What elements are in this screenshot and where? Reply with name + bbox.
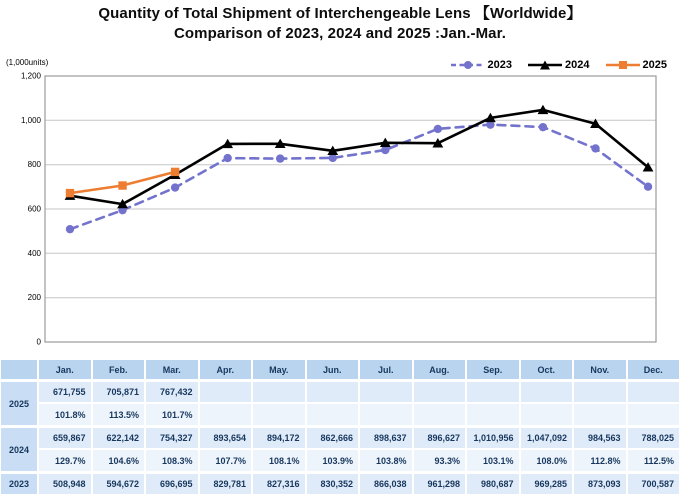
table-value-cell: 622,142: [92, 426, 146, 449]
table-value-cell: 827,316: [252, 472, 306, 495]
svg-text:400: 400: [27, 248, 41, 258]
table-value-cell: 830,352: [306, 472, 360, 495]
table-header-cell: Jan.: [38, 359, 92, 380]
table-value-cell: [252, 380, 306, 403]
table-percent-cell: 104.6%: [92, 449, 146, 472]
table-percent-cell: [252, 403, 306, 426]
table-percent-cell: [466, 403, 520, 426]
table-header-cell: Mar.: [145, 359, 199, 380]
table-header-cell: Aug.: [413, 359, 467, 380]
table-row-2025-percent: [0, 403, 680, 426]
table-percent-cell: [199, 403, 253, 426]
table-value-cell: 767,432: [145, 380, 199, 403]
table-percent-cell: 112.8%: [573, 449, 627, 472]
table-year-cell: 2025: [0, 380, 38, 426]
table-value-cell: 700,587: [627, 472, 680, 495]
table-value-cell: 873,093: [573, 472, 627, 495]
svg-text:0: 0: [36, 337, 41, 347]
table-value-cell: 754,327: [145, 426, 199, 449]
table-header-cell: [0, 359, 38, 380]
table-value-cell: 969,285: [520, 472, 574, 495]
y-axis-tick-labels: [21, 72, 42, 347]
table-header-cell: Apr.: [199, 359, 253, 380]
table-header-cell: Jul.: [359, 359, 413, 380]
table-value-cell: [627, 380, 680, 403]
table-percent-cell: [306, 403, 360, 426]
table-row-2025-values: [0, 380, 680, 403]
table-header-cell: Feb.: [92, 359, 146, 380]
table-value-cell: [199, 380, 253, 403]
legend-label: 2023: [487, 59, 513, 71]
table-value-cell: 984,563: [573, 426, 627, 449]
table-percent-cell: 101.8%: [38, 403, 92, 426]
table-percent-cell: 108.3%: [145, 449, 199, 472]
table-percent-cell: [413, 403, 467, 426]
table-percent-cell: 103.9%: [306, 449, 360, 472]
legend-label: 2025: [642, 59, 667, 71]
table-percent-cell: 103.8%: [359, 449, 413, 472]
table-year-cell: 2024: [0, 426, 38, 472]
chart-title-line2: Comparison of 2023, 2024 and 2025 :Jan.-Mar.: [173, 25, 507, 42]
svg-text:1,000: 1,000: [20, 115, 41, 125]
table-percent-cell: [359, 403, 413, 426]
table-percent-cell: [627, 403, 680, 426]
table-value-cell: 508,948: [38, 472, 92, 495]
svg-text:800: 800: [27, 160, 41, 170]
chart-title-line1: Quantity of Total Shipment of Interchengeable Lens 【Worldwide】: [98, 5, 582, 22]
table-percent-cell: [520, 403, 574, 426]
table-value-cell: 829,781: [199, 472, 253, 495]
table-value-cell: 866,038: [359, 472, 413, 495]
table-value-cell: 659,867: [38, 426, 92, 449]
table-header-cell: Sep.: [466, 359, 520, 380]
table-value-cell: 898,637: [359, 426, 413, 449]
table-value-cell: 594,672: [92, 472, 146, 495]
table-row-2023-values: [0, 472, 680, 495]
table-value-cell: [520, 380, 574, 403]
table-value-cell: 980,687: [466, 472, 520, 495]
table-value-cell: [413, 380, 467, 403]
table-value-cell: [466, 380, 520, 403]
table-value-cell: 1,010,956: [466, 426, 520, 449]
table-header-cell: Nov.: [573, 359, 627, 380]
table-value-cell: 1,047,092: [520, 426, 574, 449]
table-header-row: [0, 359, 680, 380]
table-row-2024-values: [0, 426, 680, 449]
table-header-cell: Jun.: [306, 359, 360, 380]
table-value-cell: 788,025: [627, 426, 680, 449]
table-percent-cell: 108.1%: [252, 449, 306, 472]
table-header-cell: May.: [252, 359, 306, 380]
table-value-cell: [306, 380, 360, 403]
table-value-cell: [573, 380, 627, 403]
svg-text:600: 600: [27, 204, 41, 214]
table-value-cell: 893,654: [199, 426, 253, 449]
legend-label: 2024: [565, 59, 590, 71]
table-value-cell: 894,172: [252, 426, 306, 449]
table-percent-cell: 112.5%: [627, 449, 680, 472]
table-value-cell: 671,755: [38, 380, 92, 403]
table-row-2024-percent: [0, 449, 680, 472]
table-percent-cell: 107.7%: [199, 449, 253, 472]
table-percent-cell: 93.3%: [413, 449, 467, 472]
table-percent-cell: 113.5%: [92, 403, 146, 426]
svg-text:1,200: 1,200: [20, 71, 41, 81]
data-table-wrap: [0, 359, 680, 495]
table-value-cell: 705,871: [92, 380, 146, 403]
table-percent-cell: 103.1%: [466, 449, 520, 472]
table-value-cell: 696,695: [145, 472, 199, 495]
table-header-cell: Oct.: [520, 359, 574, 380]
table-value-cell: 961,298: [413, 472, 467, 495]
data-table: [0, 359, 680, 495]
table-header-cell: Dec.: [627, 359, 680, 380]
table-percent-cell: [573, 403, 627, 426]
y-axis-unit-label: (1,000units): [6, 58, 49, 67]
table-value-cell: 862,666: [306, 426, 360, 449]
table-percent-cell: 101.7%: [145, 403, 199, 426]
table-percent-cell: 108.0%: [520, 449, 574, 472]
svg-text:200: 200: [27, 293, 41, 303]
table-year-cell: 2023: [0, 472, 38, 495]
table-value-cell: [359, 380, 413, 403]
table-value-cell: 896,627: [413, 426, 467, 449]
table-percent-cell: 129.7%: [38, 449, 92, 472]
